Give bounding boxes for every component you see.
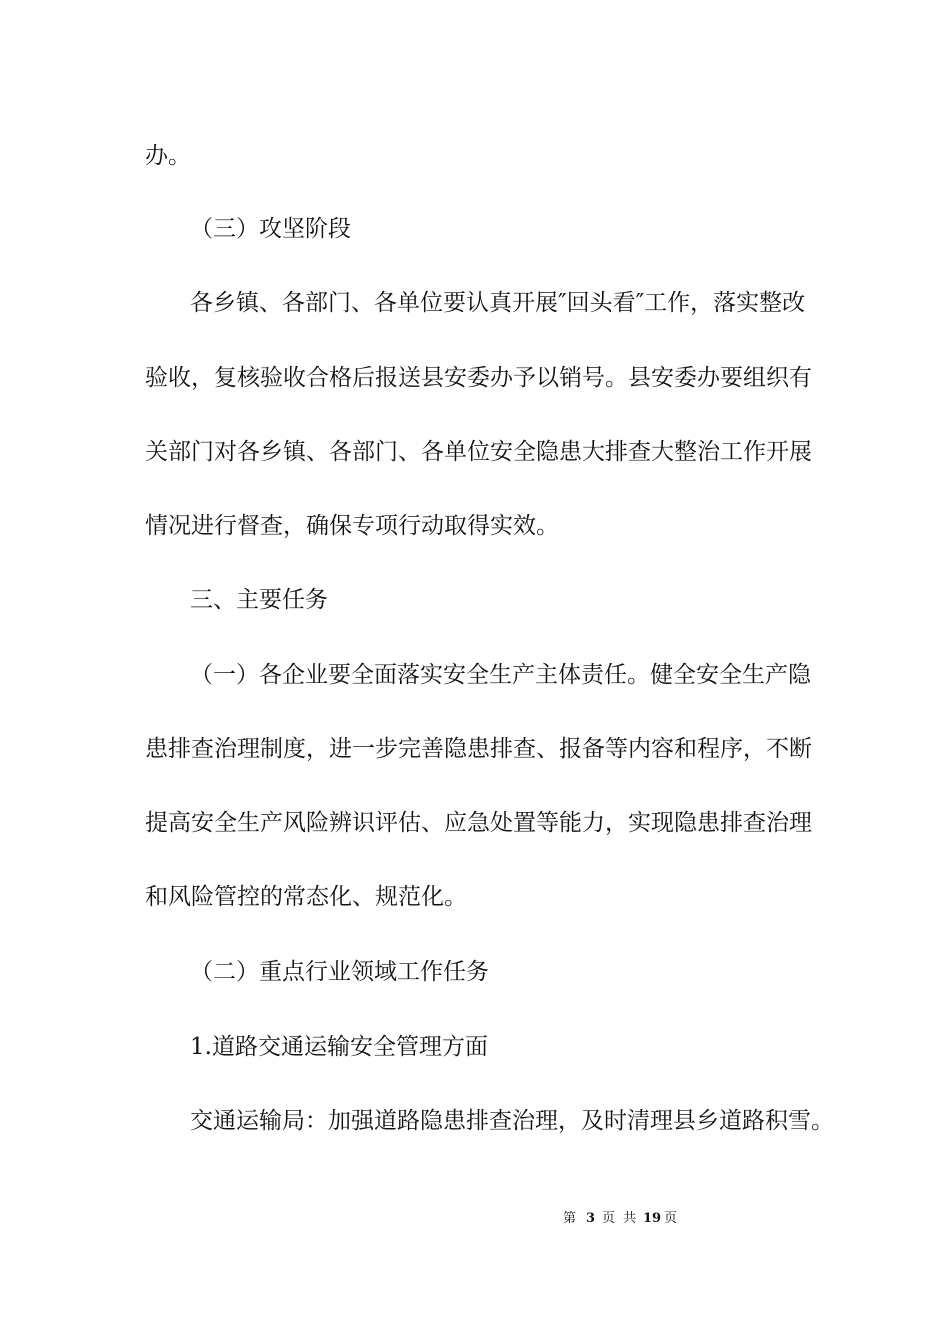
- text-line-9: 患排查治理制度，进一步完善隐患排查、报备等内容和程序，不断: [145, 736, 812, 762]
- footer-page-word: 页: [602, 1211, 616, 1226]
- text-line-10: 提高安全生产风险辨识评估、应急处置等能力，实现隐患排查治理: [145, 810, 812, 836]
- footer-suffix: 页: [664, 1211, 678, 1226]
- text-line-8: （一）各企业要全面落实安全生产主体责任。健全安全生产隐: [190, 662, 811, 688]
- chapter-heading-3: 三、主要任务: [190, 587, 328, 613]
- text-line-3: 各乡镇、各部门、各单位要认真开展″回头看″工作，落实整改: [190, 290, 806, 316]
- section-heading-3: （三）攻坚阶段: [190, 216, 351, 242]
- footer-current-page: 3: [586, 1211, 596, 1226]
- text-line-4: 验收，复核验收合格后报送县安委办予以销号。县安委办要组织有: [145, 365, 812, 391]
- text-line-5: 关部门对各乡镇、各部门、各单位安全隐患大排查大整治工作开展: [145, 439, 812, 465]
- footer-total-word: 共: [623, 1211, 637, 1226]
- text-line-14: 交通运输局：加强道路隐患排查治理，及时清理县乡道路积雪。: [190, 1108, 834, 1134]
- text-line-6: 情况进行督查，确保专项行动取得实效。: [145, 513, 559, 539]
- item-heading-1: 1.道路交通运输安全管理方面: [190, 1034, 488, 1060]
- text-line-11: 和风险管控的常态化、规范化。: [145, 884, 467, 910]
- text-line-1: 办。: [145, 143, 191, 169]
- footer-prefix: 第: [563, 1211, 577, 1226]
- subsection-heading-2: （二）重点行业领域工作任务: [190, 959, 489, 985]
- footer-total-pages: 19: [643, 1211, 662, 1226]
